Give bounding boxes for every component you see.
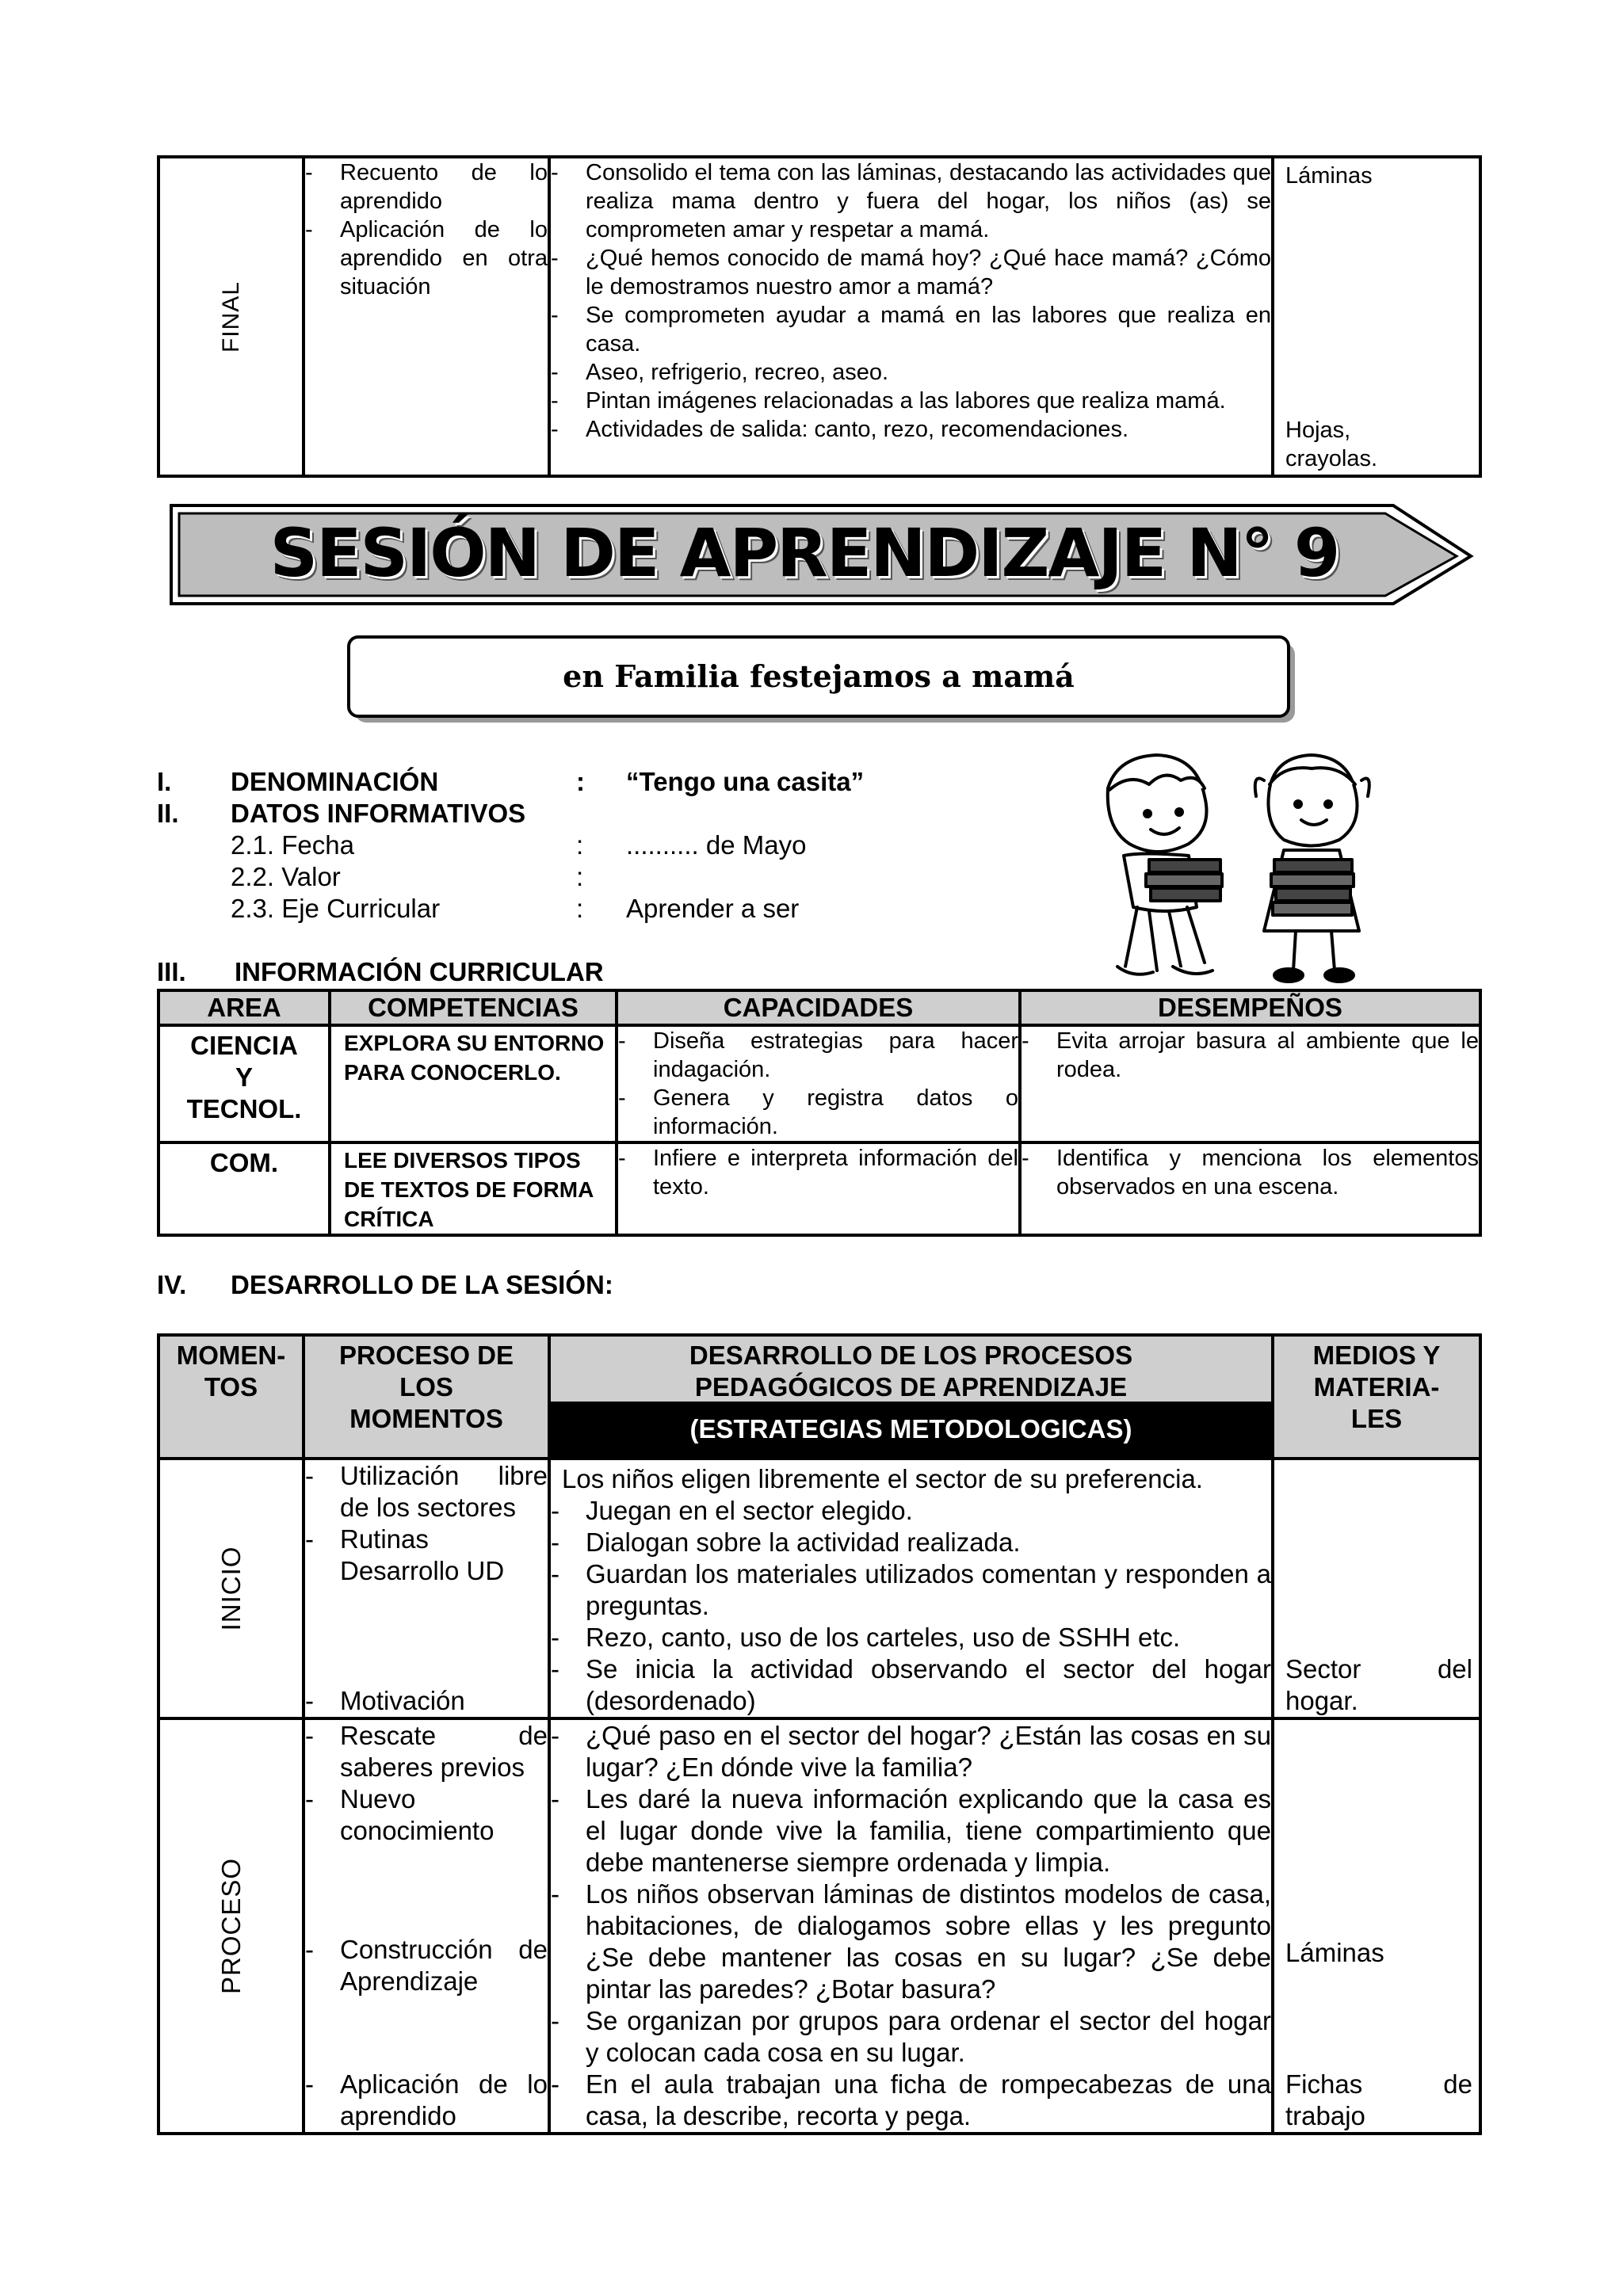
proceso-strategies-list <box>551 1720 1271 2132</box>
list-item: - Genera y registra datos o información. <box>618 1084 1018 1141</box>
list-item: - Actividades de salida: canto, rezo, recomendaciones. <box>551 415 1271 444</box>
media-text: Sector del hogar. <box>1285 1654 1472 1715</box>
competencia-cell <box>330 1142 617 1235</box>
list-item: - Aplicación de lo aprendido en otra situación <box>305 215 548 301</box>
final-moment-label: FINAL <box>217 280 244 353</box>
list-item: - Dialogan sobre la actividad realizada. <box>551 1527 1271 1558</box>
curricular-label: INFORMACIÓN CURRICULAR <box>235 957 604 986</box>
fecha-colon: : <box>576 830 584 860</box>
denominacion-label: DENOMINACIÓN <box>231 767 439 796</box>
section-number: I. <box>157 767 172 796</box>
list-item: - Identifica y menciona los elementos observados en una escena. <box>1022 1144 1479 1201</box>
inicio-process-list <box>305 1460 548 1587</box>
media-text: Hojas, crayolas. <box>1285 418 1378 471</box>
list-item: - Rescate de saberes previos <box>305 1720 548 1783</box>
inicio-moment-label: INICIO <box>216 1546 246 1631</box>
list-item: - Se inicia la actividad observando el sector del hogar (desordenado) <box>551 1653 1271 1717</box>
header-text: MEDIOS Y MATERIA-LES <box>1312 1341 1441 1433</box>
list-item: - Diseña estrategias para hacer indagación. <box>618 1027 1018 1084</box>
list-item: - ¿Qué paso en el sector del hogar? ¿Están las cosas en su lugar? ¿En dónde vive la familia? <box>551 1720 1271 1783</box>
section-number: IV. <box>157 1270 187 1299</box>
subtitle-text: en Familia festejamos a mamá <box>563 658 1075 694</box>
header-desarrollo <box>549 1335 1273 1459</box>
media-text: Láminas <box>1285 1938 1384 1967</box>
list-item: - ¿Qué hemos conocido de mamá hoy? ¿Qué hace mamá? ¿Cómo le demostramos nuestro amor a mamá? <box>551 244 1271 301</box>
inicio-intro: Los niños eligen libremente el sector de su preferencia. <box>562 1464 1203 1493</box>
area-text: CIENCIA <box>190 1031 298 1060</box>
area-text: COM. <box>209 1148 279 1177</box>
proceso-process-cell <box>304 1718 549 2134</box>
desempenos-cell <box>1020 1142 1480 1235</box>
media-text: Fichas de trabajo <box>1285 2069 1472 2130</box>
desempenos-list <box>1022 1027 1479 1084</box>
proceso-process-list-mid <box>305 1934 548 1997</box>
list-item: - Utilización libre de los sectores <box>305 1460 548 1524</box>
header-competencias: COMPETENCIAS <box>330 990 617 1025</box>
section-number: II. <box>157 799 179 828</box>
inicio-strategies-list <box>551 1495 1271 1717</box>
competencia-cell <box>330 1025 617 1142</box>
header-capacidades: CAPACIDADES <box>617 990 1020 1025</box>
list-item: - Rutinas Desarrollo UD <box>305 1524 548 1587</box>
list-item: - Juegan en el sector elegido. <box>551 1495 1271 1527</box>
list-item: - Se comprometen ayudar a mamá en las labores que realiza en casa. <box>551 301 1271 358</box>
denominacion-value: “Tengo una casita” <box>626 767 865 796</box>
list-item: - Construcción de Aprendizaje <box>305 1934 548 1997</box>
table-row <box>158 1025 1480 1142</box>
list-item: - Recuento de lo aprendido <box>305 158 548 215</box>
fecha-value: .......... de Mayo <box>626 830 807 860</box>
inicio-moment-cell <box>158 1459 304 1718</box>
header-area: AREA <box>158 990 330 1025</box>
eje-value: Aprender a ser <box>626 894 800 923</box>
header-momentos <box>158 1335 304 1459</box>
subtitle-box <box>347 635 1290 718</box>
table-row <box>158 1142 1480 1235</box>
eje-colon: : <box>576 894 584 923</box>
list-item: - Aseo, refrigerio, recreo, aseo. <box>551 358 1271 387</box>
header-medios <box>1273 1335 1480 1459</box>
list-item: - Evita arrojar basura al ambiente que le rodea. <box>1022 1027 1479 1084</box>
list-item: - Infiere e interpreta información del texto. <box>618 1144 1018 1201</box>
list-item: - Guardan los materiales utilizados comentan y responden a preguntas. <box>551 1558 1271 1622</box>
header-desempenos: DESEMPEÑOS <box>1020 990 1480 1025</box>
list-item: - Motivación <box>305 1685 548 1717</box>
fecha-label: 2.1. Fecha <box>231 830 354 860</box>
proceso-media-cell <box>1273 1718 1480 2134</box>
proceso-strategies-cell <box>549 1718 1273 2134</box>
header-proceso <box>304 1335 549 1459</box>
area-cell <box>158 1142 330 1235</box>
children-with-books-illustration <box>1094 741 1411 990</box>
final-strategies-cell <box>549 157 1273 476</box>
final-strategies-list <box>551 158 1271 444</box>
section-number: III. <box>157 957 186 986</box>
list-item: - Se organizan por grupos para ordenar el sector del hogar y colocan cada cosa en su lugar. <box>551 2005 1271 2069</box>
eje-label: 2.3. Eje Curricular <box>231 894 441 923</box>
area-text: TECNOL. <box>186 1094 302 1123</box>
capacidades-cell <box>617 1025 1020 1142</box>
competencia-text: EXPLORA SU ENTORNO PARA CONOCERLO. <box>344 1031 605 1085</box>
header-text: DESARROLLO DE LOS PROCESOS PEDAGÓGICOS DE APRENDIZAJE <box>689 1341 1133 1402</box>
development-table <box>157 1333 1482 2135</box>
header-estrategias: (ESTRATEGIAS METODOLOGICAS) <box>551 1402 1271 1457</box>
proceso-moment-cell <box>158 1718 304 2134</box>
area-text: Y <box>235 1062 253 1092</box>
proceso-process-list-bottom <box>305 2069 548 2132</box>
proceso-process-list <box>305 1720 548 1847</box>
capacidades-list <box>618 1027 1018 1141</box>
proceso-moment-label: PROCESO <box>216 1857 246 1995</box>
media-text: Láminas <box>1285 163 1373 189</box>
denominacion-colon: : <box>576 767 585 796</box>
desempenos-cell <box>1020 1025 1480 1142</box>
datos-label: DATOS INFORMATIVOS <box>231 799 526 828</box>
curricular-table <box>157 989 1482 1237</box>
valor-colon: : <box>576 862 584 891</box>
competencia-text: LEE DIVERSOS TIPOS DE TEXTOS DE FORMA CRÍTICA <box>344 1148 594 1231</box>
list-item: - Pintan imágenes relacionadas a las labores que realiza mamá. <box>551 387 1271 415</box>
final-media-cell <box>1273 157 1480 476</box>
valor-label: 2.2. Valor <box>231 862 341 891</box>
final-process-cell <box>304 157 549 476</box>
list-item: - Aplicación de lo aprendido <box>305 2069 548 2132</box>
inicio-media-cell <box>1273 1459 1480 1718</box>
list-item: - Nuevo conocimiento <box>305 1783 548 1847</box>
list-item: - Los niños observan láminas de distintos modelos de casa, habitaciones, de dialogamos sobre ellas y les pregunto ¿Se debe mantener las cosas en su lugar? ¿Se debe pintar las paredes? ¿Botar basura? <box>551 1878 1271 2005</box>
final-table <box>157 155 1482 478</box>
area-cell <box>158 1025 330 1142</box>
list-item: - Les daré la nueva información explicando que la casa es el lugar donde vive la familia, tiene compartimiento que debe mantenerse siempre ordenada y limpia. <box>551 1783 1271 1878</box>
list-item: - Consolido el tema con las láminas, destacando las actividades que realiza mama dentro y fuera del hogar, los niños (as) se comprometen amar y respetar a mamá. <box>551 158 1271 244</box>
table-row <box>158 1459 1480 1718</box>
banner-title: SESIÓN DE APRENDIZAJE N° 9 <box>269 514 1339 592</box>
header-text: PROCESO DE LOS MOMENTOS <box>338 1341 514 1433</box>
inicio-process-cell <box>304 1459 549 1718</box>
final-process-list <box>305 158 548 301</box>
desempenos-list <box>1022 1144 1479 1201</box>
desarrollo-label: DESARROLLO DE LA SESIÓN: <box>231 1270 613 1299</box>
final-moment-cell <box>158 157 304 476</box>
header-text: MOMEN-TOS <box>176 1341 286 1402</box>
inicio-strategies-cell <box>549 1459 1273 1718</box>
list-item: - En el aula trabajan una ficha de rompecabezas de una casa, la describe, recorta y pega. <box>551 2069 1271 2132</box>
inicio-process-list-bottom <box>305 1685 548 1717</box>
list-item: - Rezo, canto, uso de los carteles, uso de SSHH etc. <box>551 1622 1271 1653</box>
table-row <box>158 1718 1480 2134</box>
capacidades-cell <box>617 1142 1020 1235</box>
capacidades-list <box>618 1144 1018 1201</box>
